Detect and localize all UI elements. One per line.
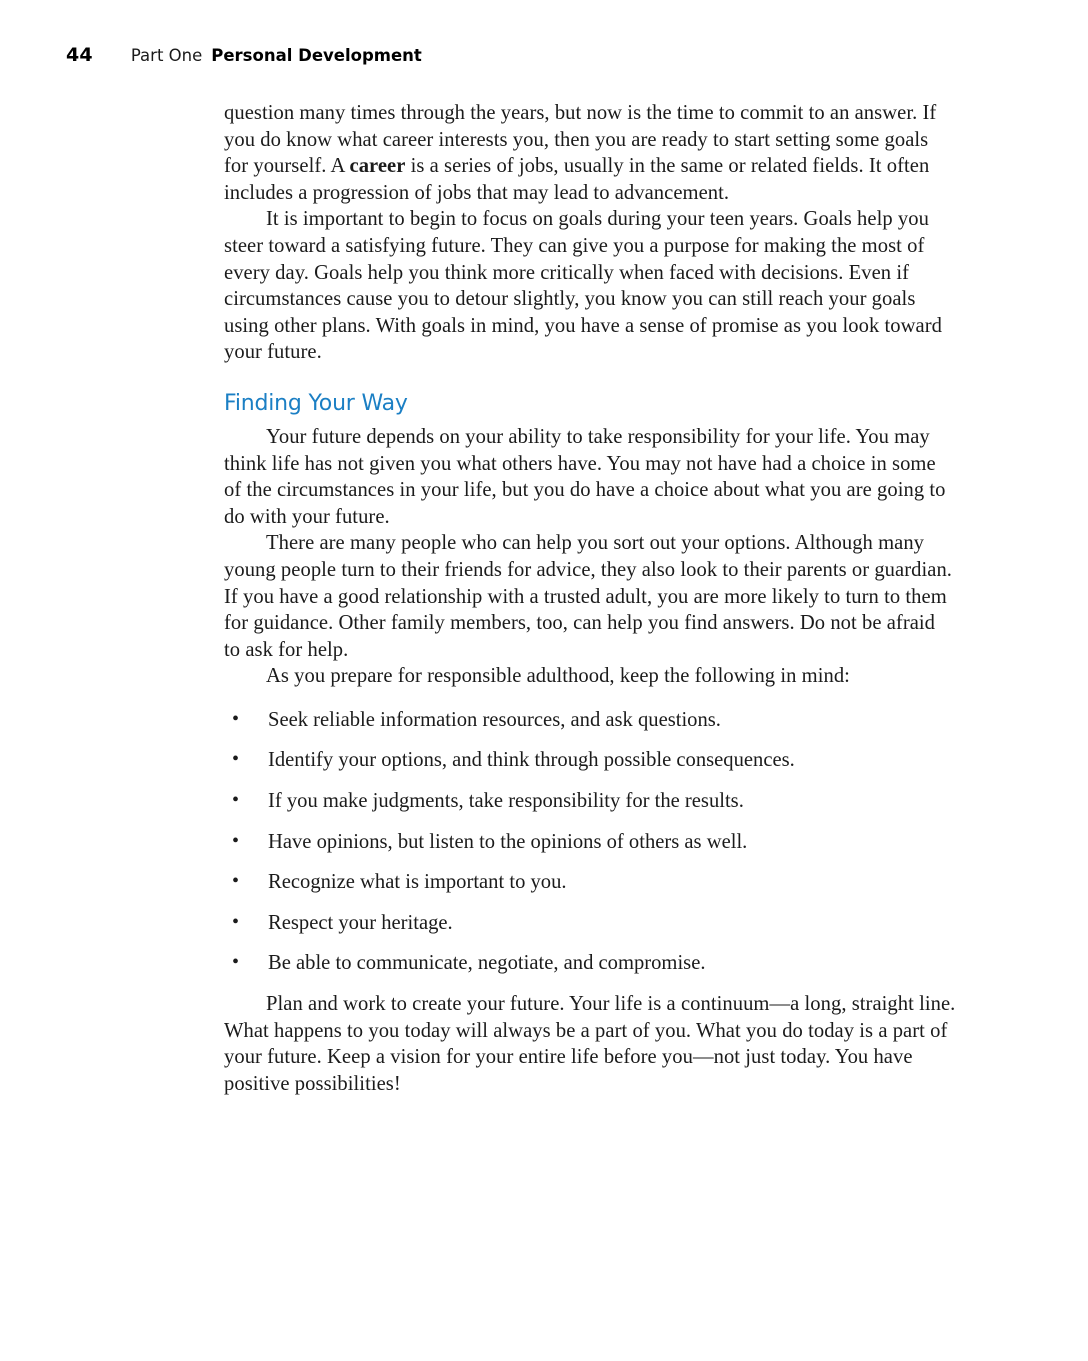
list-item: • Seek reliable information resources, and ask questions. xyxy=(224,707,956,734)
paragraph-1-part-b: is a series of jobs, usually in the same or related fields. It often includes a progression of jobs that may lead to advancement. xyxy=(224,155,930,204)
part-label: Part One xyxy=(130,46,203,65)
list-item: • Recognize what is important to you. xyxy=(224,869,956,896)
paragraph-1 xyxy=(224,100,956,206)
list-item: • Identify your options, and think through possible consequences. xyxy=(224,747,956,774)
paragraph-6: Plan and work to create your future. Your life is a continuum—a long, straight line. What happens to you today will always be a part of you. What you do today is a part of your future. Keep a vision for your entire life before you—not just today. You have positive possibilities! xyxy=(224,993,956,1095)
list-item: • Be able to communicate, negotiate, and compromise. xyxy=(224,950,956,977)
section-heading: Finding Your Way xyxy=(224,390,408,416)
paragraph-1-part-a: question many times through the years, but now is the time to commit to an answer. If you do know what career interests you, then you are ready to start setting some goals for yourself. A xyxy=(224,102,937,178)
list-item: • If you make judgments, take responsibility for the results. xyxy=(224,788,956,815)
text-column xyxy=(224,100,956,1097)
page-number: 44 xyxy=(66,44,93,66)
list-item: • Respect your heritage. xyxy=(224,910,956,937)
paragraph-3: Your future depends on your ability to take responsibility for your life. You may think life has not given you what others have. You may not have had a choice in some of the circumstances in your life, but you do have a choice about what you are going to do with your future. xyxy=(224,425,946,528)
paragraph-5: As you prepare for responsible adulthood, keep the following in mind: xyxy=(266,665,850,688)
bullet-list xyxy=(224,707,956,977)
paragraph-2: It is important to begin to focus on goals during your teen years. Goals help you steer toward a satisfying future. They can give you a purpose for making the most of every day. Goals help you think more critically when faced with decisions. Even if circumstances cause you to detour slightly, you know you can still reach your goals using other plans. With goals in mind, you have a sense of promise as you look toward your future. xyxy=(224,208,942,364)
running-head xyxy=(66,44,422,66)
part-title: Personal Development xyxy=(211,46,422,65)
career-term: career xyxy=(349,155,406,178)
list-item: • Have opinions, but listen to the opinions of others as well. xyxy=(224,829,956,856)
paragraph-4: There are many people who can help you sort out your options. Although many young people turn to their friends for advice, they also look to their parents or guardian. If you have a good relationship with a trusted adult, you are more likely to turn to them for guidance. Other family members, too, can help you find answers. Do not be afraid to ask for help. xyxy=(224,532,952,661)
